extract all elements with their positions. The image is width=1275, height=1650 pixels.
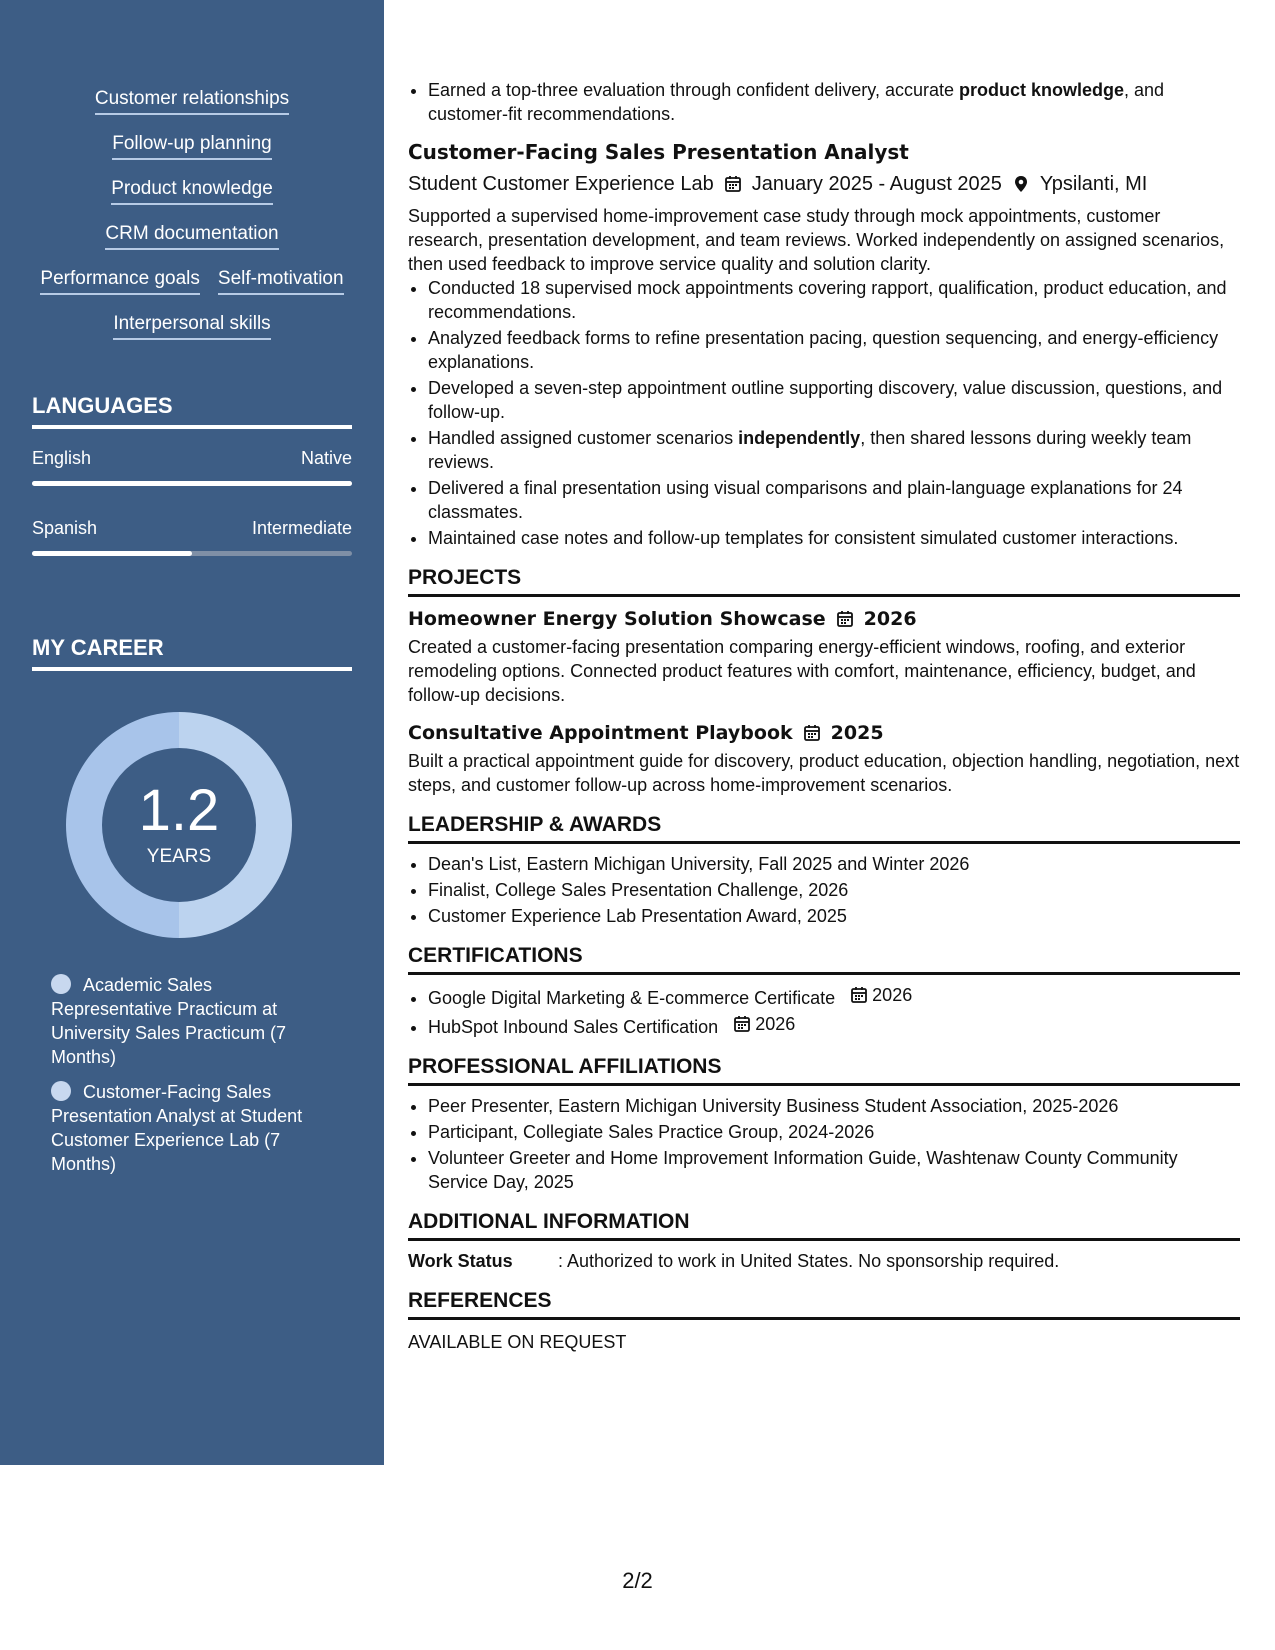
certifications-heading: CERTIFICATIONS [408,944,1240,975]
project-year: 2026 [863,608,917,630]
affiliations-heading: PROFESSIONAL AFFILIATIONS [408,1055,1240,1086]
skill-tag: Interpersonal skills [113,311,270,340]
skills-row [32,221,352,266]
job-location: Ypsilanti, MI [1039,173,1148,195]
skill-tag: CRM documentation [105,221,278,250]
bullet-item [428,78,1240,126]
bullet-dot-icon [51,1081,71,1101]
leadership-item: • Finalist, College Sales Presentation Challenge, 2026 [428,878,1240,902]
career-item-text: Customer-Facing Sales Presentation Analyst at Student Customer Experience Lab (7 Months) [51,1082,303,1174]
language-english [32,448,352,486]
bullet-item: • Developed a seven-step appointment outline supporting discovery, value discussion, questions, and follow-up. [428,376,1240,424]
bullet-text: Earned a top-three evaluation through confident delivery, accurate [428,80,959,100]
bullet-item: • Maintained case notes and follow-up templates for consistent simulated customer interactions. [428,526,1240,550]
affiliation-item: • Volunteer Greeter and Home Improvement Information Guide, Washtenaw County Community Service Day, 2025 [428,1146,1240,1194]
affiliation-item: • Participant, Collegiate Sales Practice Group, 2024-2026 [428,1120,1240,1144]
project-title: Consultative Appointment Playbook [408,722,793,744]
project-description: Created a customer-facing presentation comparing energy-efficient windows, roofing, and exterior remodeling options. Connected product features with comfort, maintenance, efficiency, budget, and follow-up decisions. [408,637,1196,705]
bullet-text: , and customer-fit recommendations. [428,80,1165,124]
calendar-icon [724,175,742,193]
skills-row [32,311,352,356]
career-item [51,973,331,1069]
project-title-row [408,607,1240,631]
skill-tag: Product knowledge [111,176,273,205]
career-total: 1.2 [138,778,220,843]
project-title-row [408,721,1240,745]
language-name: Spanish [32,518,98,538]
project-title: Homeowner Energy Solution Showcase [408,608,826,630]
career-list [51,973,331,1187]
affiliation-item: • Peer Presenter, Eastern Michigan University Business Student Association, 2025-2026 [428,1094,1240,1118]
language-bar-fill [32,551,192,556]
skills-row [32,86,352,131]
skills-row [32,176,352,221]
skills-row [32,266,352,311]
references-text: AVAILABLE ON REQUEST [408,1332,627,1352]
bullet-item: • Analyzed feedback forms to refine presentation pacing, question sequencing, and energy-efficiency explanations. [428,326,1240,374]
language-name: English [32,448,92,468]
leadership-heading: LEADERSHIP & AWARDS [408,813,1240,844]
job-title: Customer-Facing Sales Presentation Analyst [408,140,909,164]
additional-info-heading: ADDITIONAL INFORMATION [408,1210,1240,1241]
main-content [408,78,1240,1354]
skill-tag: Customer relationships [95,86,289,115]
leadership-item: • Customer Experience Lab Presentation Award, 2025 [428,904,1240,928]
job-bullets [408,276,1240,550]
skills-row [32,131,352,176]
career-unit: YEARS [146,846,212,867]
career-heading: MY CAREER [32,635,352,671]
leadership-list [408,852,1240,928]
language-bar [32,551,352,556]
certification-name: HubSpot Inbound Sales Certification [428,1017,719,1037]
certification-year: 2026 [755,1014,796,1034]
skill-tag: Performance goals [40,266,199,295]
skills-list [32,86,352,356]
career-item-text: Academic Sales Representative Practicum at University Sales Practicum (7 Months) [51,975,287,1067]
bullet-item: • Delivered a final presentation using visual comparisons and plain-language explanations for 24 classmates. [428,476,1240,524]
certification-item [428,1012,1240,1039]
page-number: 2/2 [622,1568,653,1593]
skill-tag: Self-motivation [218,266,344,295]
bullet-item [428,426,1240,474]
bullet-text: , then shared lessons during weekly team reviews. [428,428,1192,472]
bullet-dot-icon [51,974,71,994]
language-level: Native [300,448,352,468]
calendar-icon [850,986,868,1004]
leadership-item: • Dean's List, Eastern Michigan University, Fall 2025 and Winter 2026 [428,852,1240,876]
certification-year: 2026 [872,985,913,1005]
project-description: Built a practical appointment guide for discovery, product education, objection handling, negotiation, next steps, and customer follow-up across home-improvement scenarios. [408,751,1240,795]
certification-item [428,983,1240,1010]
certification-name: Google Digital Marketing & E-commerce Certificate [428,988,836,1008]
calendar-icon [836,610,854,628]
job-company: Student Customer Experience Lab [408,173,714,195]
work-status-value: : Authorized to work in United States. No sponsorship required. [558,1251,1060,1271]
previous-job-bullets [408,78,1240,126]
skill-tag: Follow-up planning [112,131,272,160]
project-year: 2025 [830,722,884,744]
language-level: Intermediate [251,518,352,538]
sidebar [0,0,384,1465]
references-heading: REFERENCES [408,1289,1240,1320]
certifications-list [408,983,1240,1039]
language-bar-fill [32,481,352,486]
job-meta [408,172,1240,196]
job-summary: Supported a supervised home-improvement case study through mock appointments, customer research, presentation development, and team reviews. Worked independently on assigned scenarios, then used feedback to improve service quality and solution clarity. [408,206,1225,274]
job-dates: January 2025 - August 2025 [751,173,1002,195]
bullet-text: Handled assigned customer scenarios [428,428,739,448]
bullet-bold: independently [738,428,861,448]
work-status-row [408,1249,1240,1273]
calendar-icon [803,724,821,742]
bullet-item: • Conducted 18 supervised mock appointments covering rapport, qualification, product education, and recommendations. [428,276,1240,324]
bullet-bold: product knowledge [959,80,1125,100]
work-status-label: Work Status [408,1251,513,1271]
location-pin-icon [1012,175,1030,193]
language-bar [32,481,352,486]
language-spanish [32,518,352,556]
languages-heading: LANGUAGES [32,393,352,429]
calendar-icon [733,1015,751,1033]
projects-heading: PROJECTS [408,566,1240,597]
affiliations-list [408,1094,1240,1194]
career-item [51,1080,331,1176]
